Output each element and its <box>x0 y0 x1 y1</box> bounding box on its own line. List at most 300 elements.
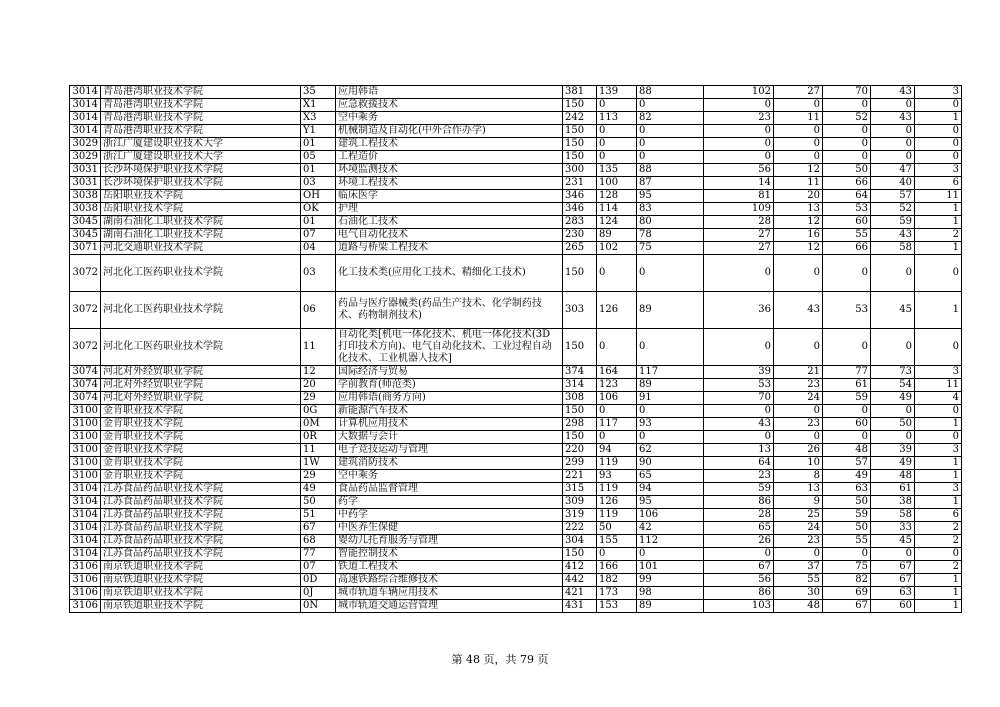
score-cell: 14 <box>704 177 774 190</box>
school-code-cell: 3072 <box>70 292 101 329</box>
score-cell: 23 <box>774 535 823 548</box>
score-cell: 308 <box>563 392 597 405</box>
score-cell: 11 <box>915 190 962 203</box>
major-code-cell: 04 <box>301 242 336 255</box>
school-code-cell: 3038 <box>70 203 101 216</box>
major-code-cell: 0N <box>301 600 336 613</box>
score-cell: 0 <box>774 548 823 561</box>
score-cell: 346 <box>563 203 597 216</box>
score-cell: 25 <box>774 509 823 522</box>
score-cell: 135 <box>597 164 637 177</box>
score-cell: 24 <box>774 522 823 535</box>
score-cell: 0 <box>637 125 704 138</box>
score-cell: 0 <box>637 99 704 112</box>
score-cell: 1 <box>915 242 962 255</box>
score-cell: 106 <box>637 509 704 522</box>
school-name-cell: 岳阳职业技术学院 <box>101 203 301 216</box>
school-name-cell: 金肯职业技术学院 <box>101 405 301 418</box>
score-cell: 155 <box>597 535 637 548</box>
major-name-cell: 应用韩语 <box>336 86 563 99</box>
score-cell: 48 <box>774 600 823 613</box>
score-cell: 48 <box>871 470 915 483</box>
score-cell: 0 <box>704 125 774 138</box>
school-name-cell: 青岛港湾职业技术学院 <box>101 86 301 99</box>
score-cell: 33 <box>871 522 915 535</box>
school-name-cell: 金肯职业技术学院 <box>101 470 301 483</box>
table-row <box>70 229 962 242</box>
score-cell: 37 <box>774 561 823 574</box>
score-cell: 95 <box>637 190 704 203</box>
score-cell: 24 <box>774 392 823 405</box>
major-name-cell: 智能控制技术 <box>336 548 563 561</box>
score-cell: 58 <box>871 242 915 255</box>
score-cell: 0 <box>915 329 962 366</box>
score-cell: 126 <box>597 292 637 329</box>
school-code-cell: 3038 <box>70 190 101 203</box>
score-cell: 39 <box>871 444 915 457</box>
score-cell: 23 <box>704 112 774 125</box>
major-code-cell: OH <box>301 190 336 203</box>
score-cell: 0 <box>871 99 915 112</box>
score-cell: 103 <box>704 600 774 613</box>
major-code-cell: 77 <box>301 548 336 561</box>
major-code-cell: 07 <box>301 561 336 574</box>
score-cell: 82 <box>637 112 704 125</box>
score-cell: 101 <box>637 561 704 574</box>
school-code-cell: 3074 <box>70 379 101 392</box>
school-name-cell: 南京铁道职业技术学院 <box>101 587 301 600</box>
score-cell: 43 <box>871 229 915 242</box>
score-cell: 0 <box>637 151 704 164</box>
school-name-cell: 江苏食品药品职业技术学院 <box>101 548 301 561</box>
table-row <box>70 405 962 418</box>
score-cell: 81 <box>704 190 774 203</box>
score-cell: 57 <box>823 457 871 470</box>
school-code-cell: 3072 <box>70 329 101 366</box>
score-cell: 3 <box>915 366 962 379</box>
score-cell: 93 <box>597 470 637 483</box>
score-cell: 298 <box>563 418 597 431</box>
score-cell: 2 <box>915 229 962 242</box>
score-cell: 0 <box>597 151 637 164</box>
major-code-cell: Y1 <box>301 125 336 138</box>
score-cell: 49 <box>871 457 915 470</box>
score-cell: 65 <box>704 522 774 535</box>
score-cell: 0 <box>597 125 637 138</box>
score-cell: 300 <box>563 164 597 177</box>
score-cell: 0 <box>637 431 704 444</box>
score-cell: 43 <box>871 112 915 125</box>
score-cell: 3 <box>915 86 962 99</box>
major-code-cell: X1 <box>301 99 336 112</box>
score-cell: 150 <box>563 548 597 561</box>
score-cell: 1 <box>915 496 962 509</box>
score-cell: 20 <box>774 190 823 203</box>
major-code-cell: 11 <box>301 329 336 366</box>
school-code-cell: 3014 <box>70 86 101 99</box>
major-code-cell: 35 <box>301 86 336 99</box>
score-cell: 75 <box>637 242 704 255</box>
score-cell: 83 <box>637 203 704 216</box>
score-cell: 0 <box>774 405 823 418</box>
score-cell: 58 <box>871 509 915 522</box>
school-name-cell: 金肯职业技术学院 <box>101 418 301 431</box>
score-cell: 42 <box>637 522 704 535</box>
table-row <box>70 125 962 138</box>
major-code-cell: 06 <box>301 292 336 329</box>
major-code-cell: 68 <box>301 535 336 548</box>
school-code-cell: 3100 <box>70 457 101 470</box>
score-cell: 0 <box>597 329 637 366</box>
score-cell: 99 <box>637 574 704 587</box>
score-cell: 52 <box>823 112 871 125</box>
score-cell: 374 <box>563 366 597 379</box>
score-cell: 26 <box>774 444 823 457</box>
school-code-cell: 3074 <box>70 392 101 405</box>
score-cell: 0 <box>871 329 915 366</box>
major-code-cell: 29 <box>301 392 336 405</box>
score-cell: 61 <box>871 483 915 496</box>
score-cell: 39 <box>704 366 774 379</box>
school-name-cell: 金肯职业技术学院 <box>101 431 301 444</box>
score-cell: 0 <box>871 151 915 164</box>
major-name-cell: 中药学 <box>336 509 563 522</box>
table-row <box>70 366 962 379</box>
page-footer: 第 48 页，共 79 页 <box>451 653 549 666</box>
school-code-cell: 3071 <box>70 242 101 255</box>
score-cell: 59 <box>823 509 871 522</box>
score-cell: 150 <box>563 125 597 138</box>
score-cell: 166 <box>597 561 637 574</box>
school-code-cell: 3106 <box>70 574 101 587</box>
major-name-cell: 大数据与会计 <box>336 431 563 444</box>
score-cell: 1 <box>915 574 962 587</box>
major-name-cell: 环境监测技术 <box>336 164 563 177</box>
major-name-cell: 学前教育(师范类) <box>336 379 563 392</box>
score-cell: 50 <box>823 522 871 535</box>
score-cell: 13 <box>704 444 774 457</box>
major-name-cell: 铁道工程技术 <box>336 561 563 574</box>
school-code-cell: 3104 <box>70 548 101 561</box>
major-code-cell: 01 <box>301 216 336 229</box>
score-cell: 117 <box>637 366 704 379</box>
score-cell: 2 <box>915 535 962 548</box>
score-cell: 112 <box>637 535 704 548</box>
school-name-cell: 南京铁道职业技术学院 <box>101 561 301 574</box>
score-cell: 0 <box>774 329 823 366</box>
major-name-cell: 建筑消防技术 <box>336 457 563 470</box>
table-row <box>70 587 962 600</box>
table-row <box>70 216 962 229</box>
score-cell: 346 <box>563 190 597 203</box>
score-cell: 56 <box>704 164 774 177</box>
score-cell: 88 <box>637 164 704 177</box>
score-cell: 55 <box>774 574 823 587</box>
score-cell: 314 <box>563 379 597 392</box>
score-cell: 0 <box>597 255 637 292</box>
score-cell: 60 <box>823 418 871 431</box>
score-cell: 0 <box>871 548 915 561</box>
school-name-cell: 青岛港湾职业技术学院 <box>101 112 301 125</box>
school-code-cell: 3100 <box>70 431 101 444</box>
score-cell: 89 <box>637 379 704 392</box>
school-code-cell: 3031 <box>70 177 101 190</box>
school-name-cell: 江苏食品药品职业技术学院 <box>101 509 301 522</box>
score-cell: 91 <box>637 392 704 405</box>
score-cell: 0 <box>871 255 915 292</box>
score-cell: 150 <box>563 138 597 151</box>
score-cell: 0 <box>871 405 915 418</box>
table-row <box>70 574 962 587</box>
score-cell: 124 <box>597 216 637 229</box>
table-row <box>70 112 962 125</box>
school-code-cell: 3045 <box>70 229 101 242</box>
score-cell: 12 <box>774 164 823 177</box>
table-row <box>70 329 962 366</box>
score-cell: 82 <box>823 574 871 587</box>
score-cell: 0 <box>597 548 637 561</box>
school-code-cell: 3106 <box>70 600 101 613</box>
score-cell: 53 <box>704 379 774 392</box>
table-row <box>70 164 962 177</box>
school-code-cell: 3104 <box>70 509 101 522</box>
score-cell: 6 <box>915 509 962 522</box>
score-cell: 95 <box>637 496 704 509</box>
score-cell: 0 <box>704 255 774 292</box>
table-row <box>70 151 962 164</box>
score-cell: 0 <box>823 431 871 444</box>
score-cell: 55 <box>823 229 871 242</box>
school-name-cell: 江苏食品药品职业技术学院 <box>101 535 301 548</box>
score-cell: 54 <box>871 379 915 392</box>
score-cell: 48 <box>823 444 871 457</box>
score-cell: 119 <box>597 483 637 496</box>
score-cell: 0 <box>915 125 962 138</box>
major-name-cell: 婴幼儿托育服务与管理 <box>336 535 563 548</box>
major-name-cell: 化工技术类(应用化工技术、精细化工技术) <box>336 255 563 292</box>
score-cell: 0 <box>915 405 962 418</box>
score-cell: 1 <box>915 457 962 470</box>
major-name-cell: 临床医学 <box>336 190 563 203</box>
score-cell: 57 <box>871 190 915 203</box>
score-cell: 64 <box>704 457 774 470</box>
score-cell: 27 <box>774 86 823 99</box>
major-name-cell: 城市轨道车辆应用技术 <box>336 587 563 600</box>
major-code-cell: 03 <box>301 255 336 292</box>
score-cell: 222 <box>563 522 597 535</box>
score-cell: 21 <box>774 366 823 379</box>
major-code-cell: 51 <box>301 509 336 522</box>
school-name-cell: 金肯职业技术学院 <box>101 444 301 457</box>
score-cell: 0 <box>637 548 704 561</box>
major-name-cell: 药品与医疗器械类(药品生产技术、化学制药技术、药物制剂技术) <box>336 292 563 329</box>
score-cell: 49 <box>823 470 871 483</box>
score-cell: 67 <box>823 600 871 613</box>
score-cell: 128 <box>597 190 637 203</box>
table-row <box>70 255 962 292</box>
score-cell: 2 <box>915 522 962 535</box>
score-cell: 0 <box>704 138 774 151</box>
major-name-cell: 药学 <box>336 496 563 509</box>
school-code-cell: 3014 <box>70 99 101 112</box>
major-code-cell: 20 <box>301 379 336 392</box>
school-code-cell: 3100 <box>70 444 101 457</box>
major-name-cell: 城市轨道交通运营管理 <box>336 600 563 613</box>
score-cell: 27 <box>704 229 774 242</box>
score-cell: 0 <box>871 125 915 138</box>
school-code-cell: 3014 <box>70 125 101 138</box>
score-cell: 0 <box>915 151 962 164</box>
score-cell: 90 <box>637 457 704 470</box>
table-row <box>70 242 962 255</box>
table-row <box>70 392 962 405</box>
major-name-cell: 应急救援技术 <box>336 99 563 112</box>
score-cell: 0 <box>774 151 823 164</box>
school-code-cell: 3029 <box>70 151 101 164</box>
table-row <box>70 177 962 190</box>
school-code-cell: 3106 <box>70 587 101 600</box>
table-row <box>70 203 962 216</box>
score-cell: 67 <box>871 561 915 574</box>
score-cell: 36 <box>704 292 774 329</box>
table-row <box>70 138 962 151</box>
score-cell: 119 <box>597 509 637 522</box>
score-cell: 66 <box>823 177 871 190</box>
school-code-cell: 3100 <box>70 418 101 431</box>
major-name-cell: 建筑工程技术 <box>336 138 563 151</box>
admission-score-table <box>69 85 962 613</box>
score-cell: 182 <box>597 574 637 587</box>
score-cell: 56 <box>704 574 774 587</box>
major-code-cell: 07 <box>301 229 336 242</box>
table-row <box>70 86 962 99</box>
score-cell: 62 <box>637 444 704 457</box>
score-cell: 64 <box>823 190 871 203</box>
school-code-cell: 3014 <box>70 112 101 125</box>
major-name-cell: 国际经济与贸易 <box>336 366 563 379</box>
major-code-cell: 0J <box>301 587 336 600</box>
score-cell: 13 <box>774 203 823 216</box>
score-cell: 0 <box>823 255 871 292</box>
score-cell: 75 <box>823 561 871 574</box>
school-name-cell: 浙江广厦建设职业技术大学 <box>101 151 301 164</box>
major-name-cell: 道路与桥梁工程技术 <box>336 242 563 255</box>
school-name-cell: 河北对外经贸职业学院 <box>101 379 301 392</box>
score-cell: 94 <box>597 444 637 457</box>
score-cell: 0 <box>774 138 823 151</box>
score-cell: 67 <box>704 561 774 574</box>
score-cell: 1 <box>915 470 962 483</box>
major-code-cell: 1W <box>301 457 336 470</box>
score-cell: 16 <box>774 229 823 242</box>
major-name-cell: 自动化类[机电一体化技术、机电一体化技术(3D打印技术方向)、电气自动化技术、工业过程自动化技术、工业机器人技术] <box>336 329 563 366</box>
score-cell: 67 <box>871 574 915 587</box>
score-cell: 0 <box>704 151 774 164</box>
score-cell: 43 <box>774 292 823 329</box>
score-cell: 150 <box>563 405 597 418</box>
score-cell: 1 <box>915 587 962 600</box>
score-cell: 50 <box>823 164 871 177</box>
score-cell: 66 <box>823 242 871 255</box>
score-cell: 164 <box>597 366 637 379</box>
score-cell: 123 <box>597 379 637 392</box>
score-cell: 100 <box>597 177 637 190</box>
table-row <box>70 522 962 535</box>
score-cell: 2 <box>915 561 962 574</box>
score-cell: 69 <box>823 587 871 600</box>
school-code-cell: 3104 <box>70 483 101 496</box>
table-body <box>70 86 962 613</box>
school-name-cell: 江苏食品药品职业技术学院 <box>101 522 301 535</box>
score-cell: 0 <box>871 431 915 444</box>
major-name-cell: 工程造价 <box>336 151 563 164</box>
score-cell: 73 <box>871 366 915 379</box>
major-name-cell: 高速铁路综合维修技术 <box>336 574 563 587</box>
score-cell: 3 <box>915 164 962 177</box>
major-name-cell: 护理 <box>336 203 563 216</box>
score-cell: 153 <box>597 600 637 613</box>
major-name-cell: 石油化工技术 <box>336 216 563 229</box>
school-name-cell: 长沙环境保护职业技术学院 <box>101 164 301 177</box>
score-cell: 0 <box>915 431 962 444</box>
score-cell: 231 <box>563 177 597 190</box>
major-code-cell: OK <box>301 203 336 216</box>
school-name-cell: 河北对外经贸职业学院 <box>101 392 301 405</box>
score-cell: 65 <box>637 470 704 483</box>
school-name-cell: 河北对外经贸职业学院 <box>101 366 301 379</box>
score-cell: 23 <box>704 470 774 483</box>
school-name-cell: 河北化工医药职业技术学院 <box>101 292 301 329</box>
score-cell: 1 <box>915 112 962 125</box>
table-row <box>70 496 962 509</box>
score-cell: 173 <box>597 587 637 600</box>
score-cell: 150 <box>563 151 597 164</box>
score-cell: 0 <box>823 125 871 138</box>
major-name-cell: 计算机应用技术 <box>336 418 563 431</box>
score-cell: 1 <box>915 418 962 431</box>
score-cell: 52 <box>871 203 915 216</box>
score-cell: 88 <box>637 86 704 99</box>
major-code-cell: 0M <box>301 418 336 431</box>
score-cell: 93 <box>637 418 704 431</box>
table-row <box>70 99 962 112</box>
school-code-cell: 3104 <box>70 535 101 548</box>
score-cell: 86 <box>704 496 774 509</box>
score-cell: 23 <box>774 418 823 431</box>
score-cell: 63 <box>823 483 871 496</box>
major-code-cell: 01 <box>301 138 336 151</box>
score-cell: 55 <box>823 535 871 548</box>
school-code-cell: 3104 <box>70 522 101 535</box>
school-name-cell: 青岛港湾职业技术学院 <box>101 99 301 112</box>
school-name-cell: 湖南石油化工职业技术学院 <box>101 216 301 229</box>
score-cell: 119 <box>597 457 637 470</box>
score-cell: 117 <box>597 418 637 431</box>
score-cell: 1 <box>915 216 962 229</box>
score-cell: 0 <box>823 151 871 164</box>
score-cell: 0 <box>704 329 774 366</box>
score-cell: 0 <box>823 405 871 418</box>
score-cell: 40 <box>871 177 915 190</box>
score-cell: 242 <box>563 112 597 125</box>
score-cell: 43 <box>871 86 915 99</box>
major-code-cell: 03 <box>301 177 336 190</box>
score-cell: 0 <box>704 548 774 561</box>
major-name-cell: 电子竞技运动与管理 <box>336 444 563 457</box>
score-cell: 431 <box>563 600 597 613</box>
major-code-cell: 0G <box>301 405 336 418</box>
score-cell: 0 <box>704 405 774 418</box>
